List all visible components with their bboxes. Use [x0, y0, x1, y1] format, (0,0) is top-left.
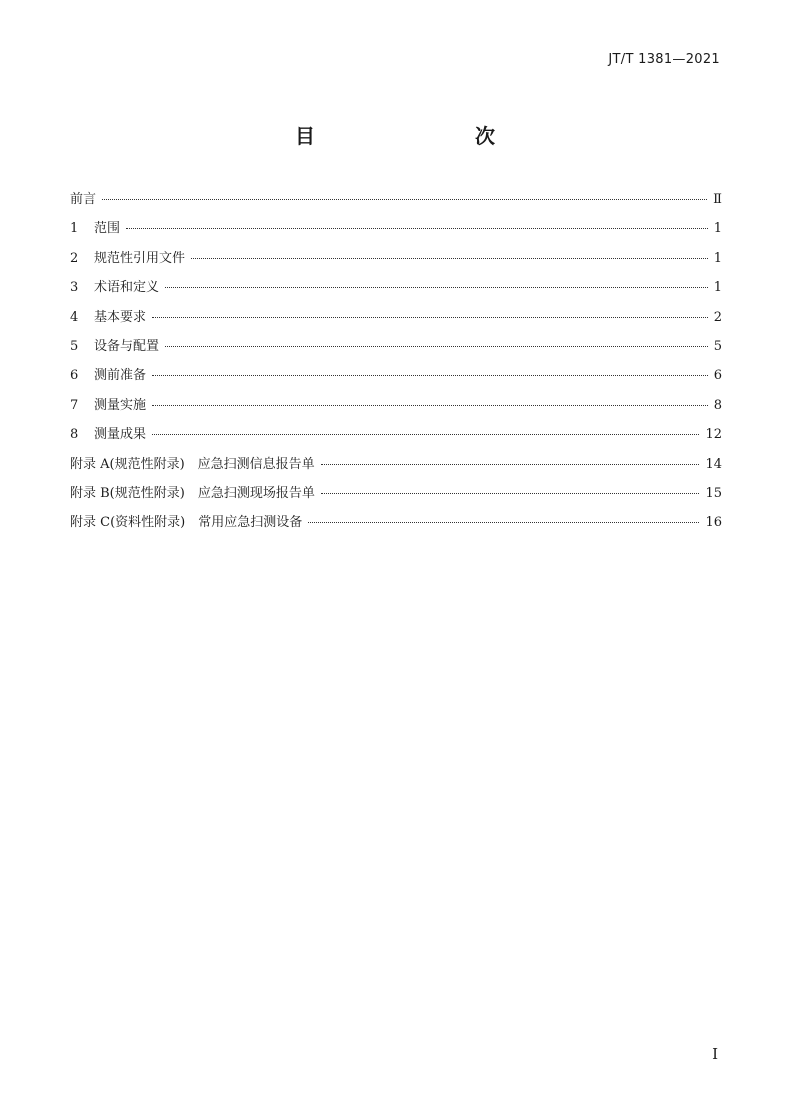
toc-dot-leader [102, 199, 707, 200]
toc-entry-number: 1 [70, 221, 79, 237]
toc-entry-number: 7 [70, 397, 79, 413]
toc-entry-label: 测量实施 [94, 397, 147, 413]
page-title: 目 次 [295, 124, 535, 148]
toc-entry-label: 规范性引用文件 [94, 250, 186, 266]
toc-dot-leader [308, 522, 699, 523]
toc-entry-label: 前言 [70, 192, 97, 207]
toc-entry-number: 6 [70, 368, 79, 384]
toc-entry-label: 测量成果 [94, 427, 147, 443]
toc-dot-leader [152, 405, 708, 406]
toc-entry-label: 术语和定义 [94, 280, 160, 296]
toc-entry-page: 16 [705, 515, 722, 531]
toc-entry-number: 5 [70, 338, 79, 354]
toc-entry[interactable] [70, 188, 722, 217]
toc-entry-label: 附录 C(资料性附录) 常用应急扫测设备 [70, 515, 303, 531]
toc-entry-page: 6 [713, 368, 722, 384]
toc-entry-page: 1 [713, 280, 722, 296]
standard-code: JT/T 1381—2021 [608, 52, 720, 67]
toc-entry-page: 1 [713, 250, 722, 266]
toc-entry-page: 1 [713, 221, 722, 237]
toc-dot-leader [191, 258, 708, 259]
toc-entry[interactable] [70, 276, 722, 305]
toc-entry[interactable] [70, 217, 722, 246]
toc-entry-page: 12 [705, 427, 722, 443]
toc-entry-label: 附录 A(规范性附录) 应急扫测信息报告单 [70, 456, 315, 472]
toc-entry[interactable] [70, 423, 722, 452]
toc-entry-label: 设备与配置 [94, 338, 160, 354]
toc-entry-number: 4 [70, 309, 79, 325]
toc-entry-number: 3 [70, 280, 79, 296]
toc-entry-number: 8 [70, 427, 79, 443]
toc-dot-leader [165, 287, 708, 288]
toc-entry-label: 范围 [94, 221, 121, 237]
toc-entry-number: 2 [70, 250, 79, 266]
toc-entry-label: 基本要求 [94, 309, 147, 325]
toc-dot-leader [321, 493, 700, 494]
toc-entry[interactable] [70, 364, 722, 393]
toc-entry-page: 2 [713, 309, 722, 325]
toc-entry[interactable] [70, 511, 722, 540]
toc-entry-page: 15 [705, 485, 722, 501]
toc-entry-page: Ⅱ [713, 192, 722, 207]
toc-entry[interactable] [70, 306, 722, 335]
toc-entry-page: 14 [705, 456, 722, 472]
toc-entry-label: 测前准备 [94, 368, 147, 384]
toc-dot-leader [152, 375, 708, 376]
toc-entry-label: 附录 B(规范性附录) 应急扫测现场报告单 [70, 485, 315, 501]
toc-dot-leader [165, 346, 708, 347]
toc-entry[interactable] [70, 247, 722, 276]
toc-entry-page: 5 [713, 338, 722, 354]
toc-entry[interactable] [70, 482, 722, 511]
toc-dot-leader [321, 464, 700, 465]
toc-dot-leader [126, 228, 708, 229]
toc-dot-leader [152, 434, 699, 435]
table-of-contents [70, 188, 722, 541]
toc-entry[interactable] [70, 335, 722, 364]
toc-entry[interactable] [70, 394, 722, 423]
page-number: I [712, 1045, 718, 1063]
toc-entry[interactable] [70, 453, 722, 482]
toc-dot-leader [152, 317, 708, 318]
toc-entry-page: 8 [713, 397, 722, 413]
